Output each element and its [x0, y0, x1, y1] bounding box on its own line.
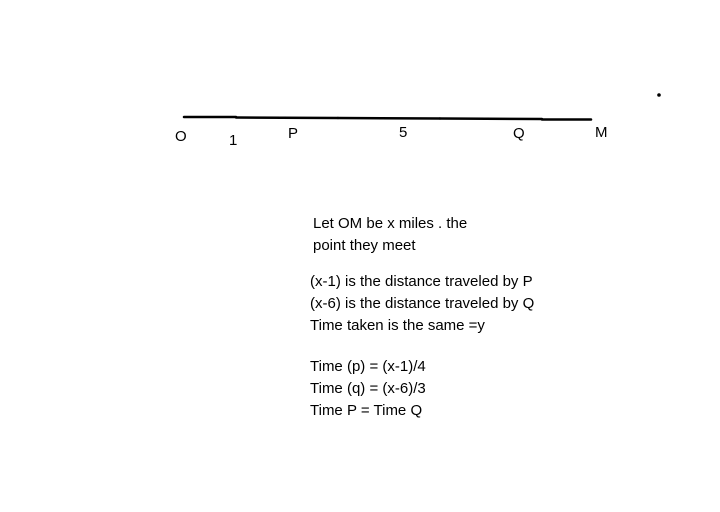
- note-block-definition: [313, 213, 467, 257]
- note-line: (x-1) is the distance traveled by P: [310, 273, 533, 290]
- note-line: point they meet: [313, 237, 416, 254]
- point-label-q: Q: [513, 125, 525, 142]
- line-segment-4: [440, 119, 542, 120]
- point-label-5: 5: [399, 124, 408, 141]
- point-label-p: P: [288, 125, 299, 142]
- line-segment-2: [236, 118, 338, 119]
- point-label-1: 1: [229, 132, 238, 149]
- point-label-m: M: [595, 124, 608, 141]
- note-block-distances: [310, 271, 534, 337]
- note-line: Time P = Time Q: [310, 402, 423, 419]
- line-segment-3: [338, 118, 440, 119]
- note-line: Time taken is the same =y: [310, 317, 485, 334]
- note-line: Time (p) = (x-1)/4: [310, 358, 426, 375]
- note-block-equations: [310, 356, 426, 422]
- stray-dot: [657, 93, 661, 97]
- note-line: (x-6) is the distance traveled by Q: [310, 295, 535, 312]
- point-label-o: O: [175, 128, 187, 145]
- note-line: Let OM be x miles . the: [313, 215, 468, 232]
- note-line: Time (q) = (x-6)/3: [310, 380, 426, 397]
